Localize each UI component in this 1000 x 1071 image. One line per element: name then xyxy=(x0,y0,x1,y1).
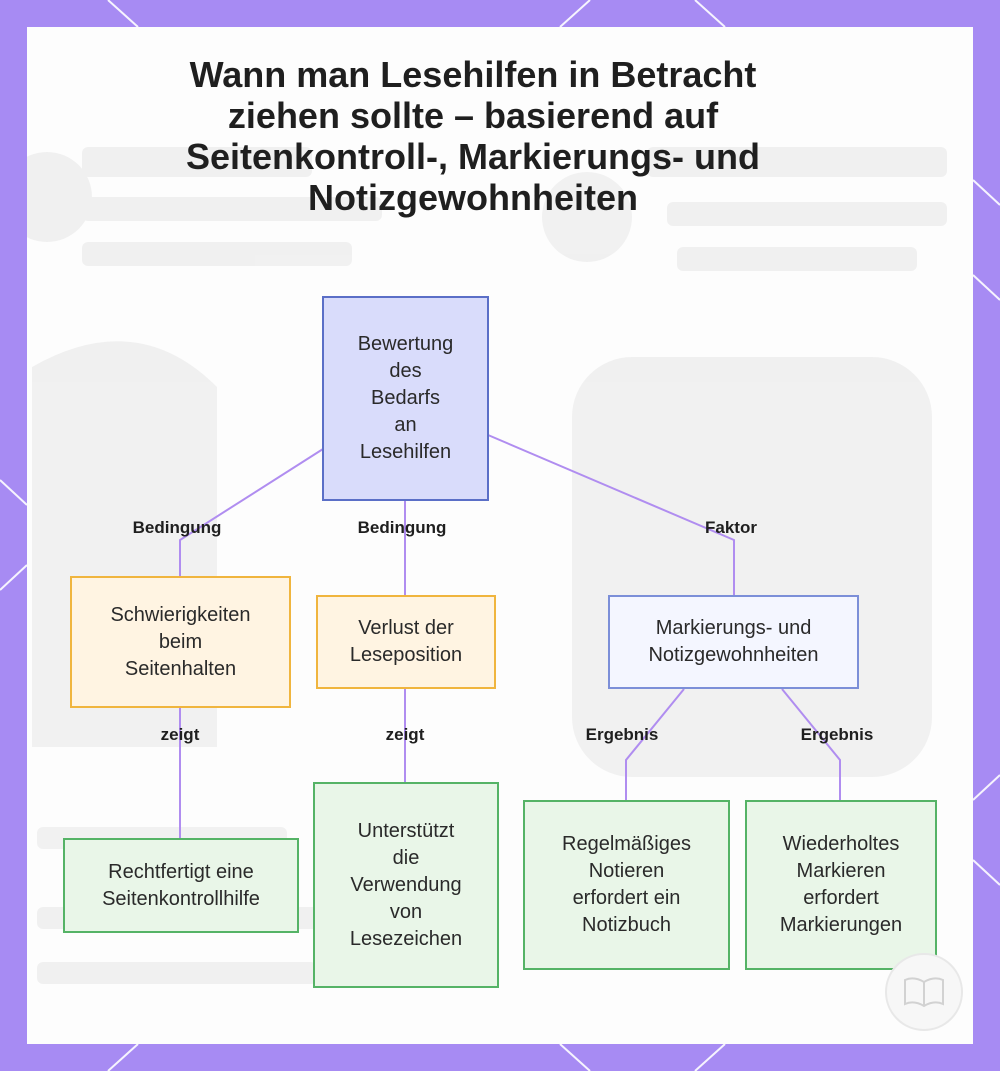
edge-label-shows-2: zeigt xyxy=(385,725,425,744)
edge-label-condition-1: Bedingung xyxy=(132,518,222,537)
node-bookmarks: Unterstützt die Verwendung von Lesezeichen xyxy=(313,782,499,988)
node-page-control-aid: Rechtfertigt eine Seitenkontrollhilfe xyxy=(63,838,299,933)
edge-label-factor: Faktor xyxy=(705,518,757,537)
node-highlighters: Wiederholtes Markieren erfordert Markierungen xyxy=(745,800,937,970)
edge-root-difficulty xyxy=(180,449,323,576)
edge-label-condition-2: Bedingung xyxy=(357,518,447,537)
edge-label-result-2: Ergebnis xyxy=(800,725,874,744)
diagram-title: Wann man Lesehilfen in Betracht ziehen sollte – basierend auf Seitenkontroll-, Markierungs- und Notizgewohnheiten xyxy=(185,54,761,218)
node-lost-reading-position: Verlust der Leseposition xyxy=(316,595,496,689)
edge-root-habits xyxy=(488,435,734,595)
node-marking-note-habits: Markierungs- und Notizgewohnheiten xyxy=(608,595,859,689)
open-book-icon xyxy=(885,953,963,1031)
node-page-holding-difficulty: Schwierigkeiten beim Seitenhalten xyxy=(70,576,291,708)
edge-label-result-1: Ergebnis xyxy=(585,725,659,744)
edge-label-shows-1: zeigt xyxy=(160,725,200,744)
node-notebook: Regelmäßiges Notieren erfordert ein Notizbuch xyxy=(523,800,730,970)
node-assessment: Bewertung des Bedarfs an Lesehilfen xyxy=(322,296,489,501)
